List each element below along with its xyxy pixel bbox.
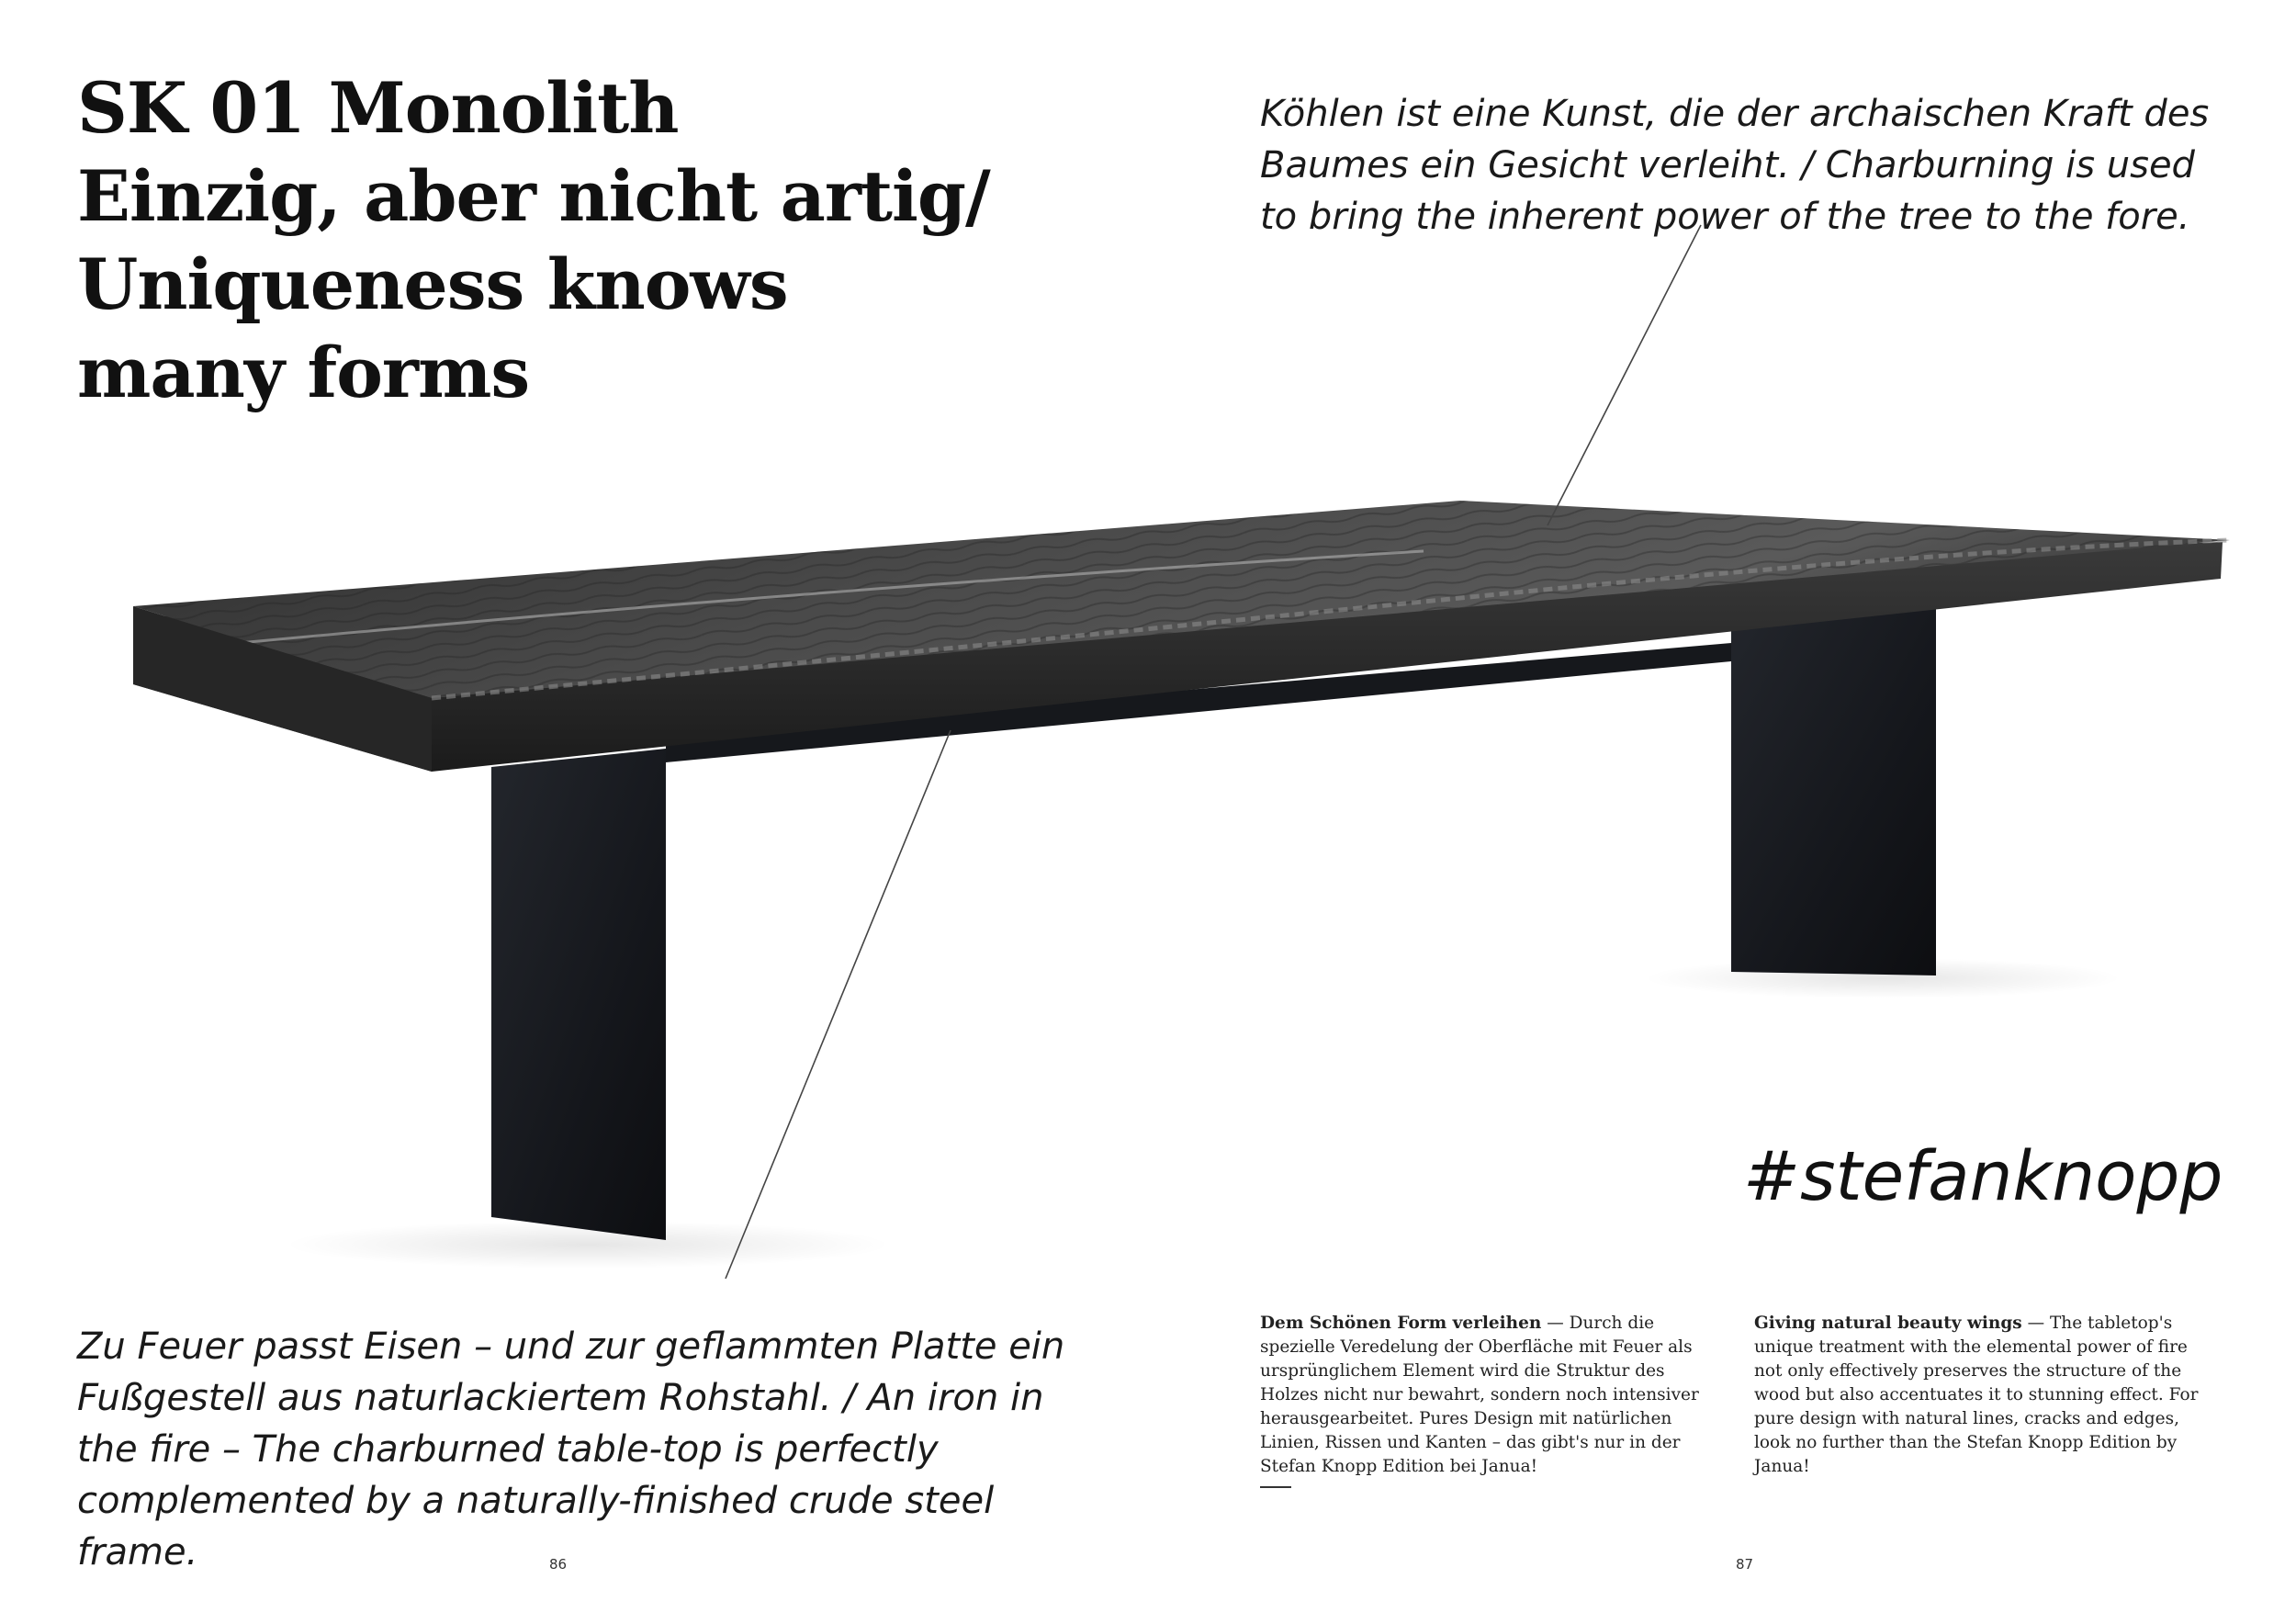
headline-line-2: Einzig, aber nicht artig/: [77, 155, 990, 237]
handwritten-quote-bottom: Zu Feuer passt Eisen – und zur geflammten Platte ein Fußgestell aus naturlackiertem Rohstahl. / An iron in the fire – The charburned table-top is perfectly complemented by a naturally-finished crude steel frame.: [77, 1325, 1065, 1573]
handwritten-quote-top: Köhlen ist eine Kunst, die der archaischen Kraft des Baumes ein Gesicht verleiht. / Charburning is used to bring the inherent power of the tree to the fore.: [1260, 93, 2210, 238]
page-number-left: 86: [549, 1556, 568, 1573]
body-text-english: [1754, 1312, 2213, 1479]
headline-line-1: SK 01 Monolith: [77, 67, 679, 149]
callout-line-bottom: [726, 730, 951, 1279]
table-leg-left: [491, 749, 666, 1240]
headline: [77, 64, 1087, 417]
body-copy-english: — The tabletop's unique treatment with the elemental power of fire not only effectively preserves the structure of the wood but also accentuates it to stunning effect. For pure design with natural lines, cracks and edges, look no further than the Stefan Knopp Edition by Janua!: [1754, 1314, 2199, 1476]
headline-line-4: many forms: [77, 332, 530, 413]
headline-line-3: Uniqueness knows: [77, 243, 788, 325]
body-text-german: [1260, 1312, 1719, 1488]
page-number-right: 87: [1736, 1556, 1754, 1573]
body-lead-english: Giving natural beauty wings: [1754, 1314, 2022, 1333]
body-lead-german: Dem Schönen Form verleihen: [1260, 1314, 1542, 1333]
table-leg-right: [1731, 602, 1936, 976]
hashtag: #stefanknopp: [1743, 1137, 2223, 1216]
body-copy-german: — Durch die spezielle Veredelung der Oberfläche mit Feuer als ursprünglichem Element wird die Struktur des Holzes nicht nur bewahrt, sondern noch intensiver herausgearbeitet. Pures Design mit natürlichen Linien, Rissen und Kanten – das gibt's nur in der Stefan Knopp Edition bei Janua!: [1260, 1314, 1699, 1476]
end-mark: [1260, 1486, 1291, 1488]
callout-line-top: [1548, 225, 1701, 525]
